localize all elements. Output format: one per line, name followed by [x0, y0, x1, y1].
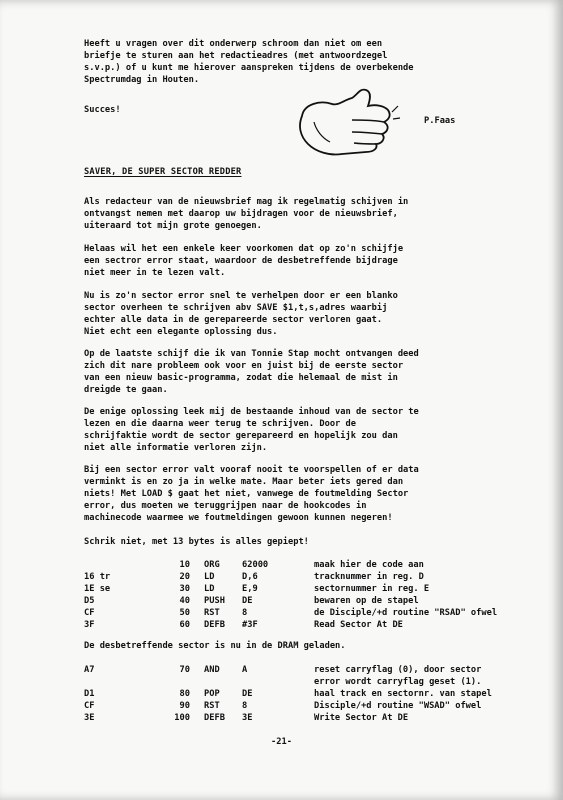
code-hex: A7 — [84, 665, 95, 675]
code-argument: A — [242, 665, 248, 675]
page-number: -21- — [271, 737, 292, 747]
paragraph-line: een sectror error staat, waardoor de desbetreffende bijdrage — [84, 256, 398, 266]
paragraph-line: lezen en die daarna weer terug te schrijven. Door de — [84, 419, 356, 429]
paragraph-line: uiteraard tot mijn grote genoegen. — [84, 221, 262, 231]
code-line-number: 40 — [179, 596, 190, 606]
code-hex: CF — [84, 608, 95, 618]
code-hex: 3F — [84, 620, 95, 630]
code-opcode: POP — [204, 689, 220, 699]
code-row — [84, 664, 492, 676]
paragraph-line: Helaas wil het een enkele keer voorkomen dat op zo'n schijfje — [84, 244, 404, 254]
code-argument: #3F — [242, 620, 258, 630]
code-comment: de Disciple/+d routine "RSAD" ofwel — [314, 608, 498, 618]
code-row — [84, 688, 492, 700]
code-opcode: LD — [204, 572, 215, 582]
paragraph-line: niet alle informatie verloren zijn. — [84, 443, 268, 453]
code-row — [84, 583, 497, 595]
code-argument — [242, 676, 314, 688]
code-opcode: ORG — [204, 560, 220, 570]
intro-line: briefje te sturen aan het redactieadres (met antwoordzegel — [84, 51, 388, 61]
code-comment: haal track en sectornr. van stapel — [314, 689, 492, 699]
paragraph-line: machinecode waarmee we foutmeldingen gewoon kunnen negeren! — [84, 513, 393, 523]
signature: P.Faas — [424, 116, 456, 126]
code-argument: DE — [242, 596, 253, 606]
code-opcode: DEFB — [204, 620, 225, 630]
code-comment: bewaren op de stapel — [314, 596, 419, 606]
paragraph-line: Niet echt een elegante oplossing dus. — [84, 327, 278, 337]
paragraph-line: De enige oplossing leek mij de bestaande inhoud van de sector te — [84, 407, 419, 417]
intro-line: s.v.p.) of u kunt me hierover aanspreken tijdens de overbekende — [84, 63, 414, 73]
paragraph-line: zich dit nare probleem ook voor en juist bij de eerste sector — [84, 361, 404, 371]
intro-line: Heeft u vragen over dit onderwerp schroom dan niet om een — [84, 39, 383, 49]
code-hex: 3E — [84, 713, 95, 723]
code-opcode: PUSH — [204, 596, 225, 606]
code-row — [84, 595, 497, 607]
code-argument: D,6 — [242, 572, 258, 582]
paragraph-line: Op de laatste schijf die ik van Tonnie Stap mocht ontvangen deed — [84, 349, 419, 359]
code-argument: 3E — [242, 713, 253, 723]
paragraph-line: verminkt is en zo ja in welke mate. Maar beter iets gered dan — [84, 477, 404, 487]
paragraph-line: schrijfaktie wordt de sector gerepareerd en hopelijk zou dan — [84, 431, 398, 441]
code-hex: CF — [84, 701, 95, 711]
code-comment: sectornummer in reg. E — [314, 584, 430, 594]
code-row — [84, 712, 492, 724]
code-line-number: 10 — [179, 560, 190, 570]
code-opcode: AND — [204, 665, 220, 675]
paragraph-line: niet meer in te lezen valt. — [84, 268, 226, 278]
code-listing-2 — [84, 664, 492, 724]
paragraph-line: niets! Met LOAD $ gaat het niet, vanwege de foutmelding Sector — [84, 489, 409, 499]
code-listing-1 — [84, 559, 497, 631]
dram-line: De desbetreffende sector is nu in de DRAM geladen. — [84, 641, 346, 651]
code-line-number: 90 — [179, 701, 190, 711]
paragraph-line: Als redacteur van de nieuwsbrief mag ik regelmatig schijven in — [84, 197, 409, 207]
thumbs-up-hand-drawing — [292, 86, 402, 158]
code-row — [84, 559, 497, 571]
code-opcode: RST — [204, 608, 220, 618]
paragraph-line: echter alle data in de gerepareerde sector verloren gaat. — [84, 315, 383, 325]
code-hex — [84, 559, 154, 571]
code-argument: 8 — [242, 701, 248, 711]
paragraph-line: error, dus moeten we teruggrijpen naar de hookcodes in — [84, 501, 367, 511]
code-hex: D5 — [84, 596, 95, 606]
code-opcode: LD — [204, 584, 215, 594]
code-argument: 8 — [242, 608, 248, 618]
code-argument: 62000 — [242, 560, 269, 570]
paragraph-line: sector overheen te schrijven abv SAVE $1,t,s,adres waarbij — [84, 303, 388, 313]
code-row — [84, 676, 492, 688]
code-opcode: DEFB — [204, 713, 225, 723]
code-row — [84, 700, 492, 712]
intro-line: Spectrumdag in Houten. — [84, 75, 200, 85]
code-line-number: 20 — [179, 572, 190, 582]
code-line-number: 100 — [174, 713, 190, 723]
closing-text: Succes! — [84, 105, 121, 115]
paragraph-line: Nu is zo'n sector error snel te verhelpen door er een blanko — [84, 291, 398, 301]
code-comment: reset carryflag (0), door sector — [314, 665, 482, 675]
code-row — [84, 571, 497, 583]
code-argument: E,9 — [242, 584, 258, 594]
code-line-number: 70 — [179, 665, 190, 675]
paragraph-line: ontvangst nemen met daarop uw bijdragen voor de nieuwsbrief, — [84, 209, 398, 219]
code-line-number: 30 — [179, 584, 190, 594]
code-comment: maak hier de code aan — [314, 560, 424, 570]
code-comment: Write Sector At DE — [314, 713, 409, 723]
code-argument: DE — [242, 689, 253, 699]
code-line-number: 80 — [179, 689, 190, 699]
code-line-number — [154, 676, 204, 688]
code-opcode — [204, 676, 242, 688]
schrik-line: Schrik niet, met 13 bytes is alles gepiept! — [84, 537, 309, 547]
code-row — [84, 607, 497, 619]
code-row — [84, 619, 497, 631]
code-comment: Read Sector At DE — [314, 620, 403, 630]
code-comment: error wordt carryflag geset (1). — [314, 677, 482, 687]
code-hex — [84, 676, 154, 688]
paragraph-line: dreigde te gaan. — [84, 385, 168, 395]
code-line-number: 50 — [179, 608, 190, 618]
code-hex: 16 tr — [84, 572, 111, 582]
code-line-number: 60 — [179, 620, 190, 630]
code-comment: Disciple/+d routine "WSAD" ofwel — [314, 701, 482, 711]
paragraph-line: Bij een sector error valt vooraf nooit te voorspellen of er data — [84, 465, 419, 475]
code-comment: tracknummer in reg. D — [314, 572, 424, 582]
code-hex: 1E se — [84, 584, 111, 594]
paragraph-line: van een nieuw basic-programma, zodat die helemaal de mist in — [84, 373, 398, 383]
code-hex: D1 — [84, 689, 95, 699]
code-opcode: RST — [204, 701, 220, 711]
article-heading: SAVER, DE SUPER SECTOR REDDER — [84, 167, 242, 177]
